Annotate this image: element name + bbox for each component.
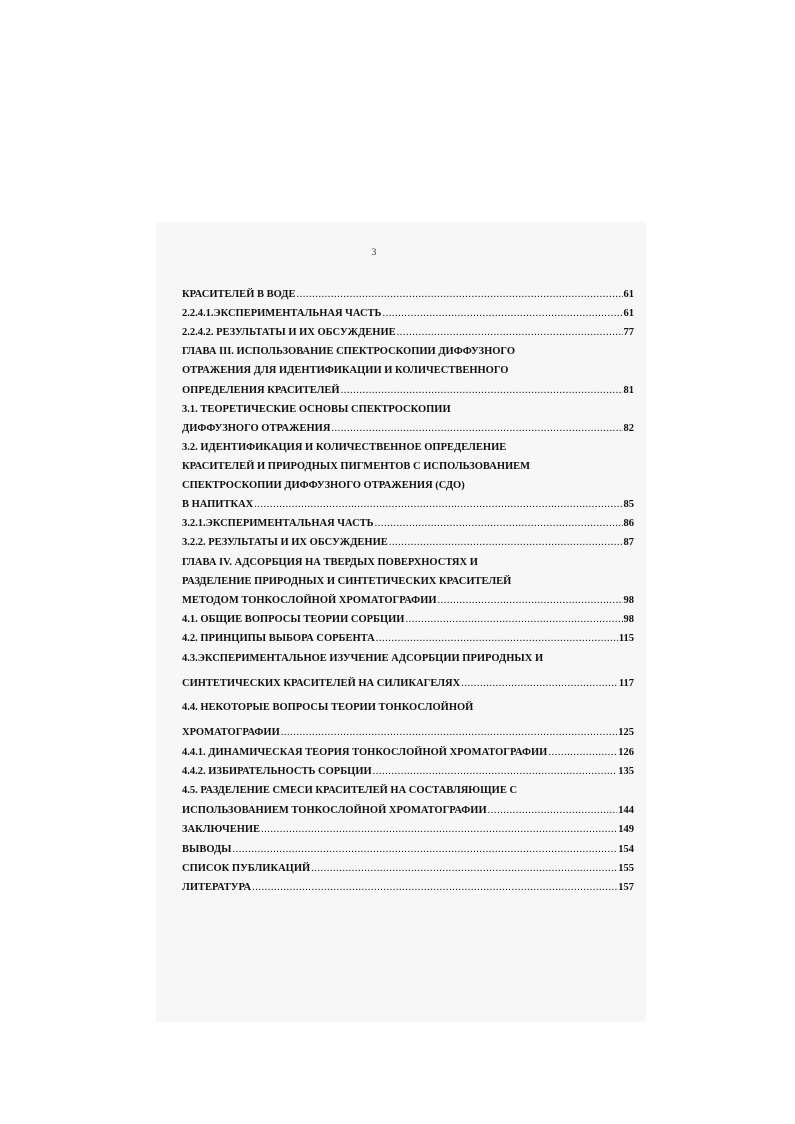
- toc-entry-title: РАЗДЕЛЕНИЕ ПРИРОДНЫХ И СИНТЕТИЧЕСКИХ КРАСИТЕЛЕЙ: [182, 576, 512, 587]
- toc-entry-page: 157: [618, 882, 634, 893]
- toc-dot-leader: [405, 613, 622, 627]
- toc-entry-title: 2.2.4.1.ЭКСПЕРИМЕНТАЛЬНАЯ ЧАСТЬ: [182, 308, 382, 319]
- toc-entry: [182, 422, 634, 436]
- toc-entry: [182, 746, 634, 760]
- toc-dot-leader: [382, 307, 622, 321]
- toc-entry-page: 81: [623, 385, 634, 396]
- toc-entry-page: 126: [618, 747, 634, 758]
- toc-entry-title: 4.4.2. ИЗБИРАТЕЛЬНОСТЬ СОРБЦИИ: [182, 766, 372, 777]
- toc-entry: [182, 784, 634, 798]
- toc-entry: [182, 403, 634, 417]
- toc-entry: [182, 575, 634, 589]
- toc-entry-page: 117: [618, 678, 634, 689]
- toc-entry-page: 77: [623, 327, 634, 338]
- toc-entry-page: 61: [623, 289, 634, 300]
- toc-entry: [182, 326, 634, 340]
- toc-entry-title: ГЛАВА IV. АДСОРБЦИЯ НА ТВЕРДЫХ ПОВЕРХНОСТЯХ И: [182, 557, 478, 568]
- toc-entry-title: 4.3.ЭКСПЕРИМЕНТАЛЬНОЕ ИЗУЧЕНИЕ АДСОРБЦИИ ПРИРОДНЫХ И: [182, 653, 544, 664]
- toc-dot-leader: [311, 862, 617, 876]
- toc-entry-title: 4.5. РАЗДЕЛЕНИЕ СМЕСИ КРАСИТЕЛЕЙ НА СОСТАВЛЯЮЩИЕ С: [182, 785, 518, 796]
- toc-entry: [182, 652, 634, 666]
- toc-dot-leader: [297, 288, 623, 302]
- toc-dot-leader: [373, 765, 618, 779]
- toc-dot-leader: [397, 326, 623, 340]
- toc-entry: [182, 307, 634, 321]
- toc-entry: [182, 460, 634, 474]
- toc-entry-title: МЕТОДОМ ТОНКОСЛОЙНОЙ ХРОМАТОГРАФИИ: [182, 595, 437, 606]
- toc-entry-title: ОПРЕДЕЛЕНИЯ КРАСИТЕЛЕЙ: [182, 385, 340, 396]
- toc-entry-title: В НАПИТКАХ: [182, 499, 254, 510]
- toc-dot-leader: [233, 843, 618, 857]
- toc-entry-title: 3.1. ТЕОРЕТИЧЕСКИЕ ОСНОВЫ СПЕКТРОСКОПИИ: [182, 404, 451, 415]
- toc-dot-leader: [331, 422, 622, 436]
- toc-dot-leader: [389, 536, 623, 550]
- toc-entry-page: 82: [623, 423, 634, 434]
- toc-dot-leader: [281, 726, 618, 740]
- toc-entry-page: 87: [623, 537, 634, 548]
- toc-entry-title: 3.2.1.ЭКСПЕРИМЕНТАЛЬНАЯ ЧАСТЬ: [182, 518, 374, 529]
- toc-entry-title: ВЫВОДЫ: [182, 844, 232, 855]
- toc-entry: [182, 364, 634, 378]
- toc-entry-title: СИНТЕТИЧЕСКИХ КРАСИТЕЛЕЙ НА СИЛИКАГЕЛЯХ: [182, 678, 461, 689]
- toc-dot-leader: [254, 498, 622, 512]
- toc-entry-title: СПЕКТРОСКОПИИ ДИФФУЗНОГО ОТРАЖЕНИЯ (СДО): [182, 480, 465, 491]
- toc-entry-title: ЗАКЛЮЧЕНИЕ: [182, 824, 261, 835]
- toc-entry-page: 61: [623, 308, 634, 319]
- toc-entry-page: 144: [618, 805, 634, 816]
- toc-entry: [182, 823, 634, 837]
- toc-entry: [182, 613, 634, 627]
- toc-entry: [182, 498, 634, 512]
- toc-entry-title: 3.2. ИДЕНТИФИКАЦИЯ И КОЛИЧЕСТВЕННОЕ ОПРЕДЕЛЕНИЕ: [182, 442, 507, 453]
- toc-entry-title: КРАСИТЕЛЕЙ В ВОДЕ: [182, 289, 296, 300]
- toc-dot-leader: [438, 594, 623, 608]
- toc-entry-page: 86: [623, 518, 634, 529]
- toc-entry-page: 98: [623, 614, 634, 625]
- toc-entry: [182, 765, 634, 779]
- toc-entry-page: 98: [623, 595, 634, 606]
- page-number: 3: [371, 247, 377, 257]
- toc-entry-title: ГЛАВА III. ИСПОЛЬЗОВАНИЕ СПЕКТРОСКОПИИ ДИФФУЗНОГО: [182, 346, 515, 357]
- toc-entry-title: ДИФФУЗНОГО ОТРАЖЕНИЯ: [182, 423, 331, 434]
- toc-entry-title: СПИСОК ПУБЛИКАЦИЙ: [182, 863, 311, 874]
- toc-entry-page: 155: [618, 863, 634, 874]
- toc-entry-page: 149: [618, 824, 634, 835]
- toc-entry: [182, 594, 634, 608]
- toc-entry: [182, 701, 634, 715]
- toc-entry: [182, 804, 634, 818]
- toc-entry-title: 4.4. НЕКОТОРЫЕ ВОПРОСЫ ТЕОРИИ ТОНКОСЛОЙНОЙ: [182, 702, 474, 713]
- toc-dot-leader: [252, 881, 617, 895]
- toc-entry-title: 4.2. ПРИНЦИПЫ ВЫБОРА СОРБЕНТА: [182, 633, 375, 644]
- toc-dot-leader: [341, 384, 623, 398]
- toc-entry-title: 3.2.2. РЕЗУЛЬТАТЫ И ИХ ОБСУЖДЕНИЕ: [182, 537, 388, 548]
- toc-dot-leader: [548, 746, 617, 760]
- toc-dot-leader: [376, 632, 618, 646]
- toc-entry-title: 2.2.4.2. РЕЗУЛЬТАТЫ И ИХ ОБСУЖДЕНИЕ: [182, 327, 396, 338]
- toc-entry-page: 115: [618, 633, 634, 644]
- toc-entry: [182, 345, 634, 359]
- toc-entry: [182, 881, 634, 895]
- toc-entry: [182, 677, 634, 691]
- toc-dot-leader: [488, 804, 618, 818]
- toc-dot-leader: [261, 823, 617, 837]
- toc-entry-page: 125: [618, 727, 634, 738]
- toc-entry: [182, 288, 634, 302]
- toc-entry: [182, 862, 634, 876]
- toc-entry-title: ХРОМАТОГРАФИИ: [182, 727, 280, 738]
- toc-entry-title: КРАСИТЕЛЕЙ И ПРИРОДНЫХ ПИГМЕНТОВ С ИСПОЛЬЗОВАНИЕМ: [182, 461, 531, 472]
- toc-entry-title: ЛИТЕРАТУРА: [182, 882, 252, 893]
- toc-entry-title: 4.4.1. ДИНАМИЧЕСКАЯ ТЕОРИЯ ТОНКОСЛОЙНОЙ ХРОМАТОГРАФИИ: [182, 747, 548, 758]
- toc-entry-page: 85: [623, 499, 634, 510]
- toc-entry: [182, 843, 634, 857]
- toc-entry-page: 154: [618, 844, 634, 855]
- toc-entry: [182, 536, 634, 550]
- toc-entry: [182, 479, 634, 493]
- toc-entry-title: ОТРАЖЕНИЯ ДЛЯ ИДЕНТИФИКАЦИИ И КОЛИЧЕСТВЕННОГО: [182, 365, 509, 376]
- toc-entry: [182, 517, 634, 531]
- toc-entry: [182, 632, 634, 646]
- toc-dot-leader: [375, 517, 623, 531]
- toc-entry-title: ИСПОЛЬЗОВАНИЕМ ТОНКОСЛОЙНОЙ ХРОМАТОГРАФИИ: [182, 805, 487, 816]
- toc-entry: [182, 384, 634, 398]
- toc-entry-page: 135: [618, 766, 634, 777]
- toc-dot-leader: [461, 677, 618, 691]
- toc-entry-title: 4.1. ОБЩИЕ ВОПРОСЫ ТЕОРИИ СОРБЦИИ: [182, 614, 405, 625]
- toc-entry: [182, 556, 634, 570]
- toc-entry: [182, 441, 634, 455]
- toc-entry: [182, 726, 634, 740]
